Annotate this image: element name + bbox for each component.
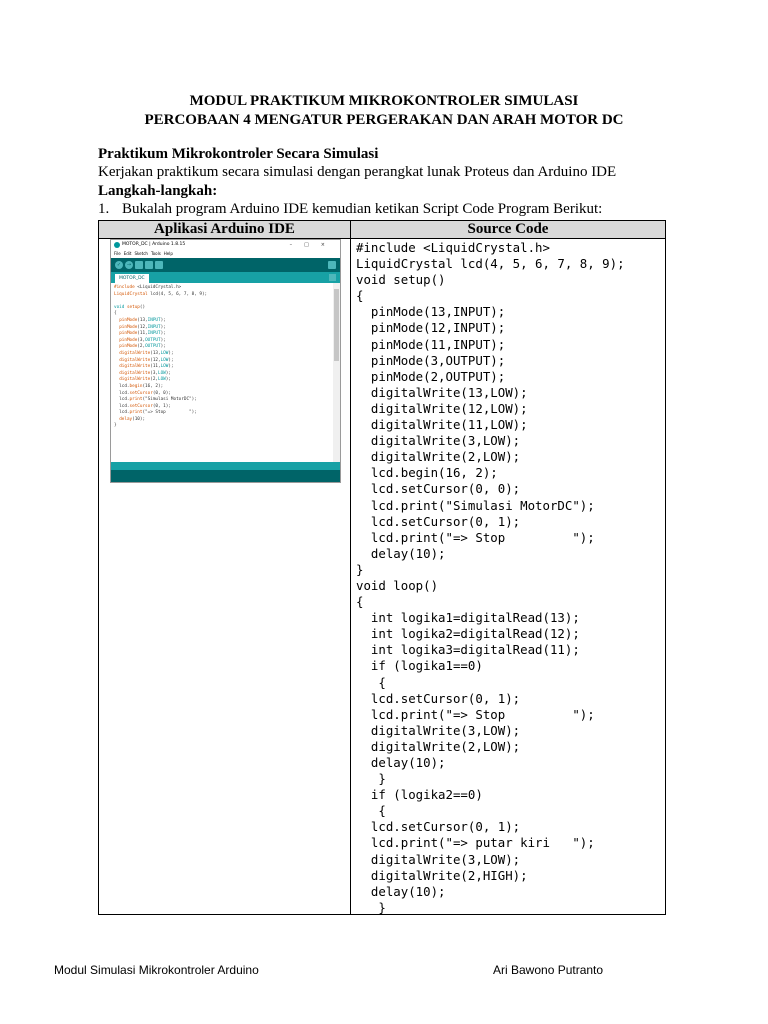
table-header-row <box>99 221 665 239</box>
menu-edit: Edit <box>123 251 132 256</box>
column-divider <box>350 221 351 914</box>
ide-status-bar <box>111 462 340 470</box>
menu-help: Help <box>163 251 173 256</box>
document-title-line1: MODUL PRAKTIKUM MIKROKONTROLER SIMULASI <box>189 93 579 109</box>
ide-toolbar <box>111 258 340 272</box>
section-intro: Kerjakan praktikum secara simulasi dengan perangkat lunak Proteus dan Arduino IDE <box>98 164 617 180</box>
minimize-icon: – <box>289 242 305 248</box>
ide-window-title: MOTOR_DC | Arduino 1.8.15 <box>122 242 186 247</box>
menu-tools: Tools <box>150 251 161 256</box>
close-icon: × <box>320 242 337 248</box>
section-heading: Praktikum Mikrokontroler Secara Simulasi <box>98 146 379 162</box>
menu-file: File <box>114 251 121 256</box>
maximize-icon: □ <box>304 242 321 248</box>
ide-title-bar <box>111 240 340 250</box>
steps-heading: Langkah-langkah: <box>98 183 218 199</box>
footer-right: Ari Bawono Putranto <box>493 963 604 977</box>
window-controls <box>290 240 337 250</box>
document-title-line2: PERCOBAAN 4 MENGATUR PERGERAKAN DAN ARAH MOTOR DC <box>144 112 624 128</box>
ide-editor <box>111 283 333 462</box>
footer-left: Modul Simulasi Mikrokontroler Arduino <box>54 963 259 977</box>
verify-icon: ✓ <box>116 262 122 268</box>
serial-monitor-icon <box>328 261 336 269</box>
arduino-logo-icon <box>114 242 120 248</box>
open-icon <box>145 261 153 269</box>
arduino-ide-screenshot <box>110 239 341 483</box>
step-number: 1. <box>98 201 110 217</box>
upload-icon: → <box>126 262 132 268</box>
ide-code-view: #include <LiquidCrystal.h> LiquidCrystal lcd(4, 5, 6, 7, 8, 9); void setup() { pinMode(13,INPUT); pinMode(12,INPUT); pinMode(11,INPUT); pinMode(3,OUTPUT); pinMode(2,OUTPUT); digitalWrite(13,LOW); digitalWrite(12,LOW); digitalWrite(11,LOW); digitalWrite(3,LOW); digitalWrite(2,LOW); lcd.begin(16, 2); lcd.setCursor(0, 0); lcd.print("Simulasi MotorDC"); lcd.setCursor(0, 1); lcd.print("=> Stop "); delay(10); } <box>114 285 208 429</box>
step-text: Bukalah program Arduino IDE kemudian ketikan Script Code Program Berikut: <box>122 201 603 217</box>
scrollbar-thumb <box>334 289 339 361</box>
new-icon <box>135 261 143 269</box>
code-table <box>98 220 666 915</box>
ide-menu-bar <box>111 250 340 258</box>
tab-menu-icon <box>329 274 336 281</box>
source-code: #include <LiquidCrystal.h> LiquidCrystal lcd(4, 5, 6, 7, 8, 9); void setup() { pinMode(13,INPUT); pinMode(12,INPUT); pinMode(11,INPUT); pinMode(3,OUTPUT); pinMode(2,OUTPUT); digitalWrite(13,LOW); digitalWrite(12,LOW); digitalWrite(11,LOW); digitalWrite(3,LOW); digitalWrite(2,LOW); lcd.begin(16, 2); lcd.setCursor(0, 0); lcd.print("Simulasi MotorDC"); lcd.setCursor(0, 1); lcd.print("=> Stop "); delay(10); } void loop() { int logika1=digitalRead(13); int logika2=digitalRead(12); int logika3=digitalRead(11); if (logika1==0) { lcd.setCursor(0, 1); lcd.print("=> Stop "); digitalWrite(3,LOW); digitalWrite(2,LOW); delay(10); } if (logika2==0) { lcd.setCursor(0, 1); lcd.print("=> putar kiri "); digitalWrite(3,LOW); digitalWrite(2,HIGH); delay(10); } <box>356 240 625 915</box>
sketch-tab: MOTOR_DC <box>115 274 149 283</box>
ide-tab-bar <box>111 272 340 283</box>
ide-console <box>111 470 340 482</box>
ide-scrollbar <box>333 283 340 462</box>
menu-sketch: Sketch <box>134 251 148 256</box>
column-header-source-code: Source Code <box>467 221 549 237</box>
column-header-arduino-ide: Aplikasi Arduino IDE <box>154 221 295 237</box>
save-icon <box>155 261 163 269</box>
step-1 <box>98 201 602 218</box>
